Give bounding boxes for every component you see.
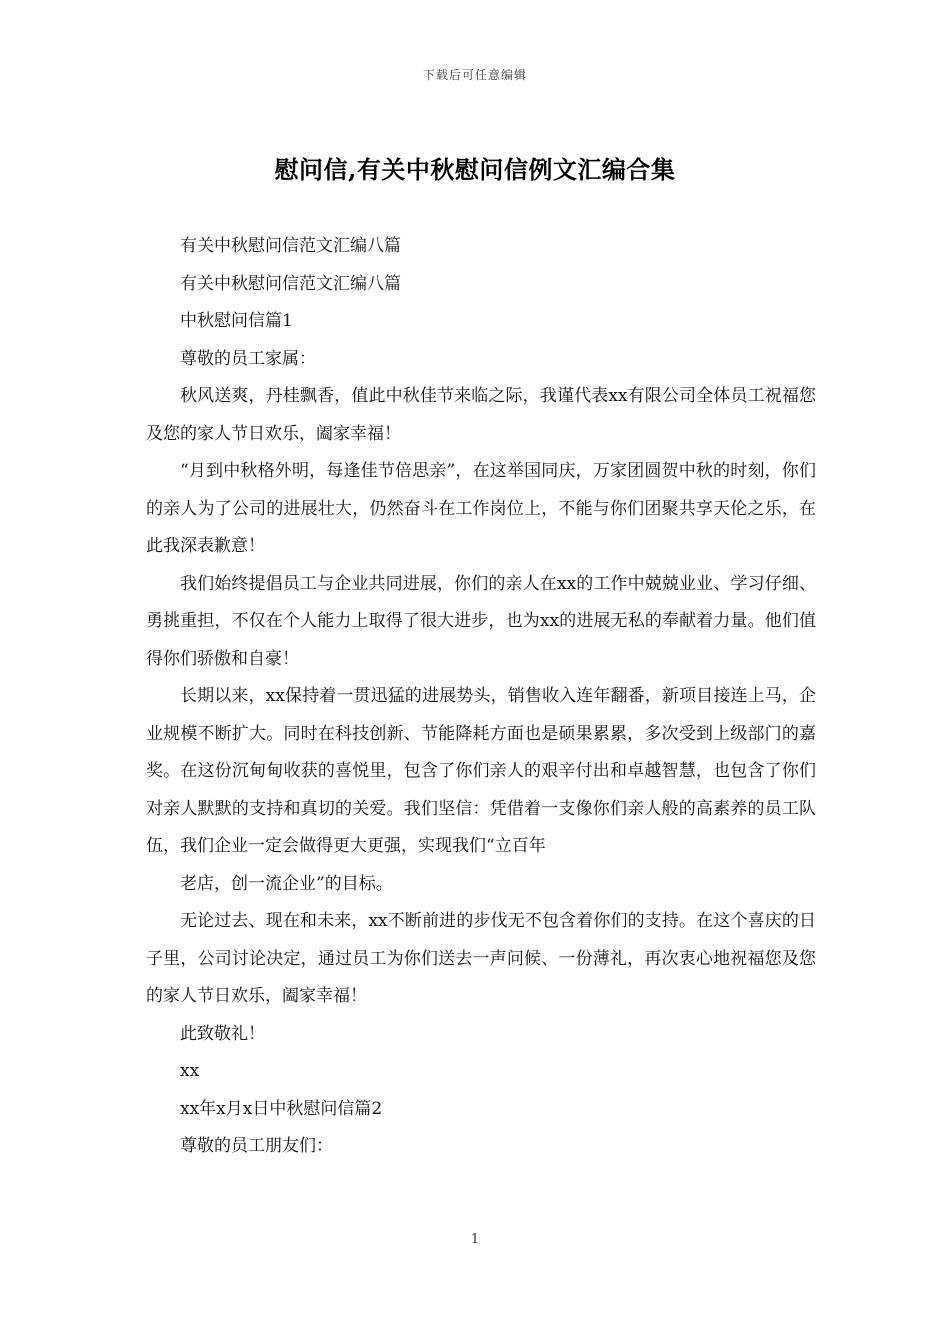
paragraph: 有关中秋慰问信范文汇编八篇 [180,236,401,256]
paragraph: 有关中秋慰问信范文汇编八篇 [180,273,401,294]
closing: 此致敬礼！ [180,1023,265,1044]
signature: xx [180,1061,200,1081]
paragraph: 中秋慰问信篇1 [180,311,293,331]
header-note: 下载后可任意编辑 [422,68,527,82]
page-number: 1 [470,1232,480,1247]
date-line: xx年x月x日中秋慰问信篇2 [180,1098,383,1119]
paragraph: 长期以来，xx保持着一贯迅猛的进展势头，销售收入连年翻番，新项目接连上马，企业规模不断扩大。同时在科技创新、节能降耗方面也是硕果累累，多次受到上级部门的嘉奖。在这份沉甸甸收获的喜悦里，包含了你们亲人的艰辛付出和卓越智慧，也包含了你们对亲人默默的支持和真切的关爱。我们坚信：凭借着一支像你们亲人般的高素养的员工队伍，我们企业一定会做得更大更强，实现我们“立百年 [146,686,816,856]
document-body [146,228,816,1166]
paragraph: 老店，创一流企业”的目标。 [180,873,393,894]
paragraph: 无论过去、现在和未来，xx不断前进的步伐无不包含着你们的支持。在这个喜庆的日子里，公司讨论决定，通过员工为你们送去一声问候、一份薄礼，再次衷心地祝福您及您的家人节日欢乐，阖家幸福！ [146,911,816,1006]
paragraph: “月到中秋格外明，每逢佳节倍思亲”，在这举国同庆，万家团圆贺中秋的时刻，你们的亲人为了公司的进展壮大，仍然奋斗在工作岗位上，不能与你们团聚共享天伦之乐，在此我深表歉意！ [146,461,816,556]
document-title: 慰问信,有关中秋慰问信例文汇编合集 [274,155,676,184]
salutation: 尊敬的员工朋友们： [180,1136,333,1156]
paragraph: 我们始终提倡员工与企业共同进展，你们的亲人在xx的工作中兢兢业业、学习仔细、勇挑重担，不仅在个人能力上取得了很大进步，也为xx的进展无私的奉献着力量。他们值得你们骄傲和自豪！ [146,573,816,669]
salutation: 尊敬的员工家属： [180,348,316,369]
paragraph: 秋风送爽，丹桂飘香，值此中秋佳节来临之际，我谨代表xx有限公司全体员工祝福您及您的家人节日欢乐，阖家幸福！ [146,386,816,444]
